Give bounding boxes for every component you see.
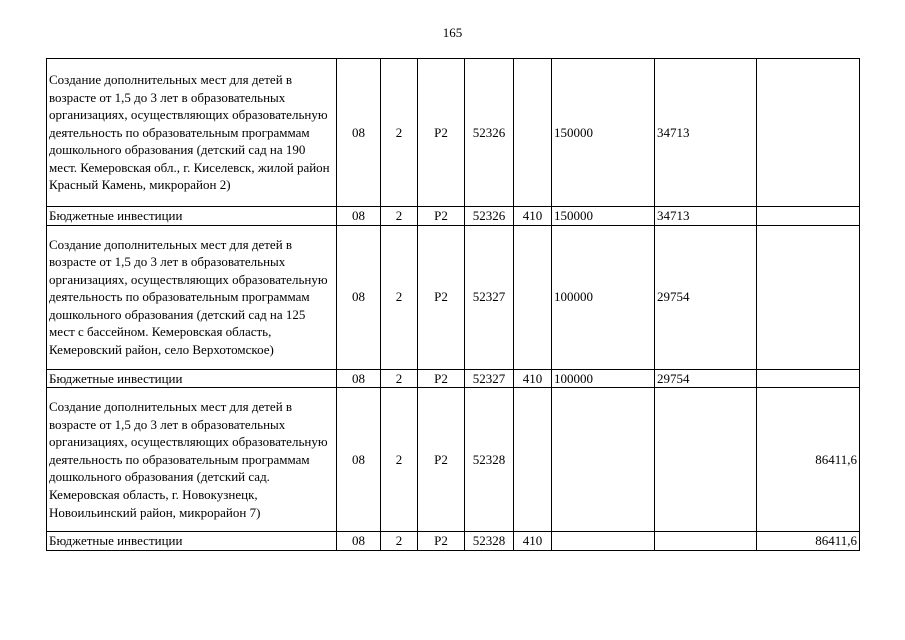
subsection-cell: 2 xyxy=(381,59,418,207)
code-cell: 52327 xyxy=(465,225,514,369)
subsection-cell: 2 xyxy=(381,532,418,551)
amount-3-cell xyxy=(757,207,860,226)
target-article-cell: P2 xyxy=(418,59,465,207)
amount-1-cell: 150000 xyxy=(552,59,655,207)
amount-2-cell: 34713 xyxy=(655,207,757,226)
subsection-cell: 2 xyxy=(381,388,418,532)
section-cell: 08 xyxy=(337,532,381,551)
amount-2-cell xyxy=(655,532,757,551)
table-row xyxy=(47,388,860,532)
section-cell: 08 xyxy=(337,59,381,207)
amount-2-cell: 29754 xyxy=(655,225,757,369)
code-cell: 52327 xyxy=(465,369,514,388)
subsection-cell: 2 xyxy=(381,207,418,226)
table-row xyxy=(47,59,860,207)
amount-3-cell: 86411,6 xyxy=(757,388,860,532)
table-row xyxy=(47,225,860,369)
section-cell: 08 xyxy=(337,369,381,388)
amount-3-cell: 86411,6 xyxy=(757,532,860,551)
target-article-cell: P2 xyxy=(418,225,465,369)
item-name-cell: Бюджетные инвестиции xyxy=(47,532,337,551)
amount-2-cell xyxy=(655,388,757,532)
amount-1-cell: 100000 xyxy=(552,369,655,388)
code-cell: 52326 xyxy=(465,59,514,207)
table-row xyxy=(47,532,860,551)
target-article-cell: P2 xyxy=(418,207,465,226)
expense-type-cell: 410 xyxy=(514,207,552,226)
code-cell: 52328 xyxy=(465,532,514,551)
section-cell: 08 xyxy=(337,207,381,226)
code-cell: 52326 xyxy=(465,207,514,226)
table-row xyxy=(47,207,860,226)
subsection-cell: 2 xyxy=(381,225,418,369)
page-number: 165 xyxy=(442,25,463,40)
target-article-cell: P2 xyxy=(418,532,465,551)
item-name-cell: Создание дополнительных мест для детей в возрасте от 1,5 до 3 лет в образовательных организациях, осуществляющих образовательную деятельность по образовательным программам дошкольного образования (детский сад на 190 мест. Кемеровская обл., г. Киселевск, жилой район Красный Камень, микрорайон 2) xyxy=(47,59,337,207)
table-row xyxy=(47,369,860,388)
budget-table xyxy=(46,58,860,551)
target-article-cell: P2 xyxy=(418,388,465,532)
target-article-cell: P2 xyxy=(418,369,465,388)
amount-3-cell xyxy=(757,225,860,369)
expense-type-cell: 410 xyxy=(514,369,552,388)
amount-1-cell: 150000 xyxy=(552,207,655,226)
code-cell: 52328 xyxy=(465,388,514,532)
amount-3-cell xyxy=(757,59,860,207)
item-name-cell: Создание дополнительных мест для детей в возрасте от 1,5 до 3 лет в образовательных организациях, осуществляющих образовательную деятельность по образовательным программам дошкольного образования (детский сад на 125 мест с бассейном. Кемеровская область, Кемеровский район, село Верхотомское) xyxy=(47,225,337,369)
amount-2-cell: 29754 xyxy=(655,369,757,388)
section-cell: 08 xyxy=(337,388,381,532)
section-cell: 08 xyxy=(337,225,381,369)
subsection-cell: 2 xyxy=(381,369,418,388)
amount-1-cell xyxy=(552,388,655,532)
item-name-cell: Создание дополнительных мест для детей в возрасте от 1,5 до 3 лет в образовательных организациях, осуществляющих образовательную деятельность по образовательным программам дошкольного образования (детский сад. Кемеровская область, г. Новокузнецк, Новоильинский район, микрорайон 7) xyxy=(47,388,337,532)
item-name-cell: Бюджетные инвестиции xyxy=(47,207,337,226)
expense-type-cell xyxy=(514,225,552,369)
amount-3-cell xyxy=(757,369,860,388)
amount-1-cell: 100000 xyxy=(552,225,655,369)
expense-type-cell xyxy=(514,388,552,532)
amount-2-cell: 34713 xyxy=(655,59,757,207)
amount-1-cell xyxy=(552,532,655,551)
expense-type-cell xyxy=(514,59,552,207)
item-name-cell: Бюджетные инвестиции xyxy=(47,369,337,388)
expense-type-cell: 410 xyxy=(514,532,552,551)
